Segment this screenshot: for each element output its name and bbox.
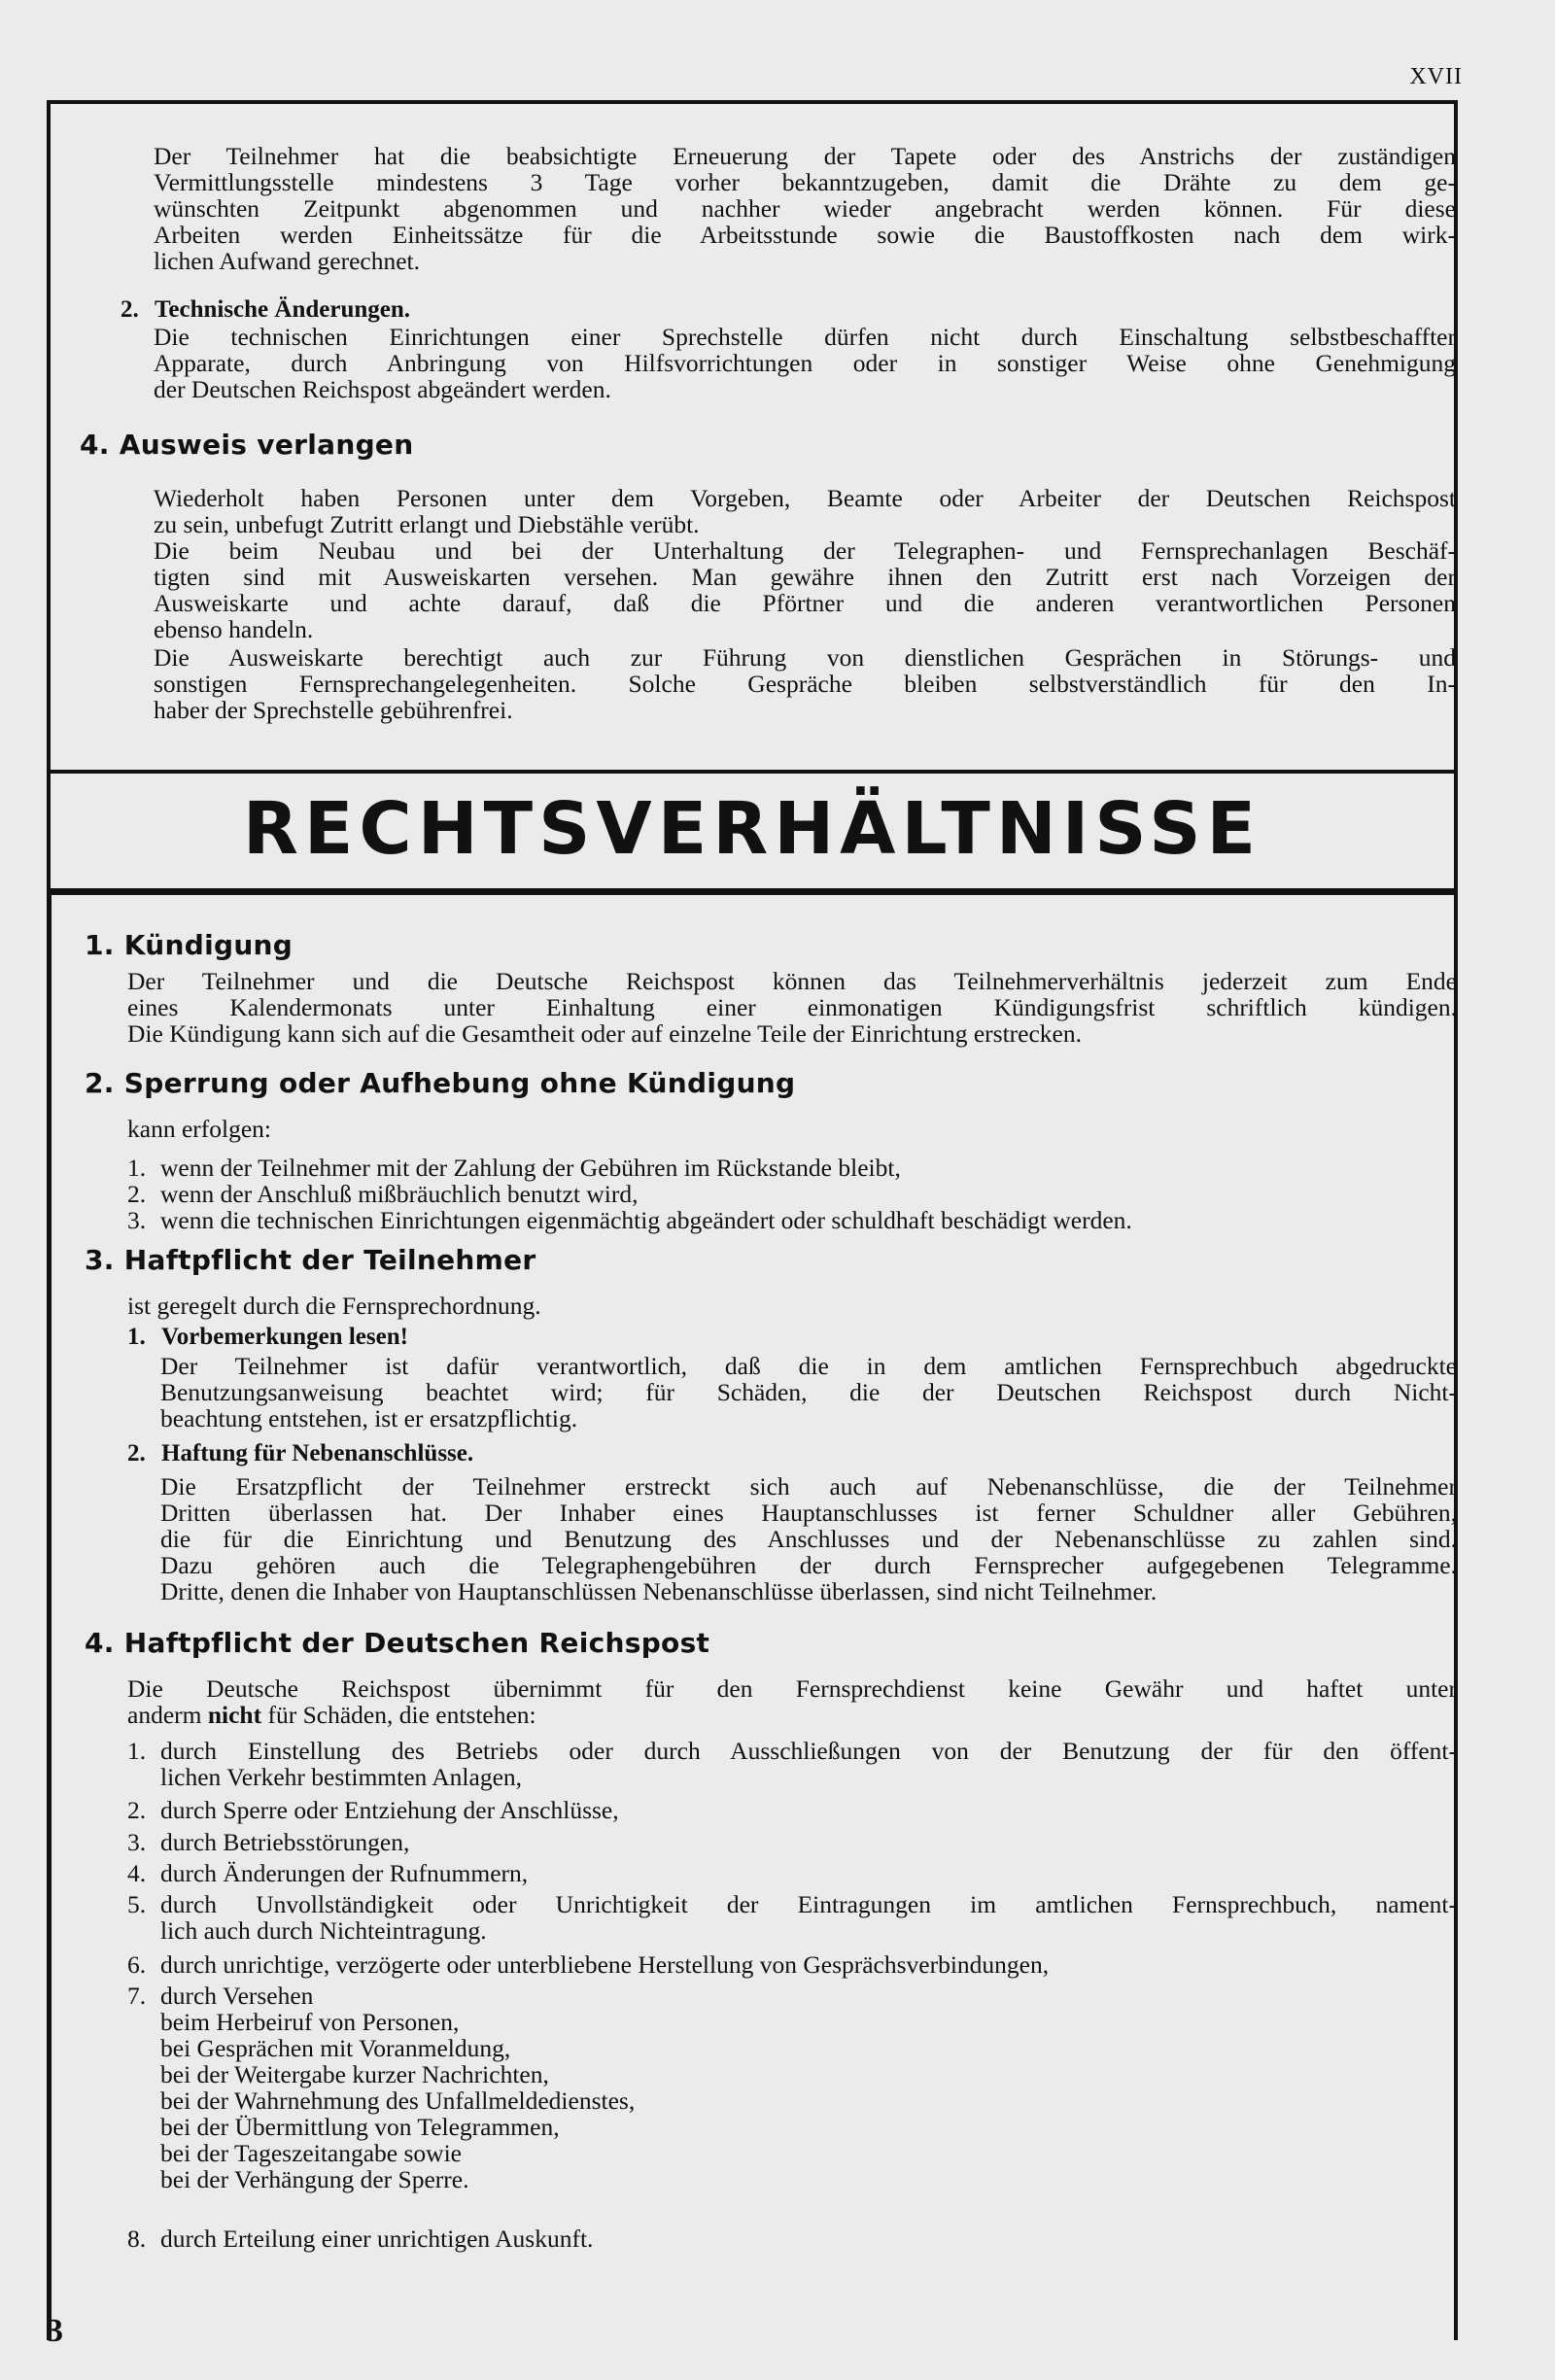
- list-number: 3.: [127, 1206, 147, 1234]
- text-line: durch Versehen: [160, 1982, 314, 2010]
- text-line: durch Einstellung des Betriebs oder durch Ausschließungen von der Benutzung der für den öffent-: [160, 1737, 1457, 1765]
- page-number: XVII: [1409, 64, 1463, 89]
- text-line: bei der Weitergabe kurzer Nachrichten,: [160, 2060, 549, 2088]
- notice-box-top: [47, 100, 1458, 774]
- subsection-2-paragraph: [154, 324, 1456, 402]
- text-line: zu sein, unbefugt Zutritt erlangt und Diebstähle verübt.: [154, 510, 700, 538]
- list-text: wenn die technischen Einrichtungen eigenmächtig abgeändert oder schuldhaft beschädigt werden.: [160, 1206, 1132, 1234]
- list-item: [127, 1797, 1457, 1823]
- text-line: die für die Einrichtung und Benutzung des Anschlusses und der Nebenanschlüsse zu zahlen sind.: [160, 1525, 1457, 1553]
- subsection-2-heading: [121, 296, 410, 323]
- text-line: bei der Wahrnehmung des Unfallmeldedienstes,: [160, 2087, 636, 2115]
- list-number: 2.: [127, 1180, 147, 1208]
- subsection-heading: [127, 1324, 408, 1350]
- text-line: beachtung entstehen, ist er ersatzpflichtig.: [160, 1404, 578, 1432]
- list-text: [160, 1891, 1457, 1944]
- list-item: [127, 1181, 1457, 1207]
- text-line: haber der Sprechstelle gebührenfrei.: [154, 696, 513, 724]
- text-line: Ausweiskarte und achte darauf, daß die Pförtner und die anderen verantwortlichen Personen: [154, 589, 1456, 617]
- text-line: Der Teilnehmer hat die beabsichtigte Erneuerung der Tapete oder des Anstrichs der zuständigen: [154, 142, 1456, 170]
- list-text: wenn der Teilnehmer mit der Zahlung der Gebühren im Rückstande bleibt,: [160, 1154, 901, 1182]
- kuendigung-heading: 1. Kündigung: [85, 929, 294, 961]
- intro-paragraph: [154, 143, 1456, 274]
- text-line: Wiederholt haben Personen unter dem Vorgeben, Beamte oder Arbeiter der Deutschen Reichspost: [154, 484, 1456, 512]
- text-line: bei der Übermittlung von Telegrammen,: [160, 2113, 560, 2141]
- list-item: [127, 1207, 1457, 1233]
- haftpflicht-reichspost-intro: [127, 1675, 1457, 1728]
- list-item: [127, 2225, 1457, 2252]
- list-number: 3.: [127, 1828, 147, 1856]
- list-text: durch unrichtige, verzögerte oder unterbliebene Herstellung von Gesprächsverbindungen,: [160, 1950, 1050, 1979]
- legal-section-box: [47, 892, 1458, 2340]
- text-line: Apparate, durch Anbringung von Hilfsvorrichtungen oder in sonstiger Weise ohne Genehmigung: [154, 349, 1456, 377]
- text-line: tigten sind mit Ausweiskarten versehen. Man gewähre ihnen den Zutritt erst nach Vorzeigen der: [154, 563, 1456, 591]
- text-line: Die Kündigung kann sich auf die Gesamtheit oder auf einzelne Teile der Einrichtung erstrecken.: [127, 1019, 1082, 1048]
- section-4-heading: 4. Ausweis verlangen: [80, 429, 414, 461]
- sperrung-heading: 2. Sperrung oder Aufhebung ohne Kündigung: [85, 1067, 796, 1099]
- text-line: wünschten Zeitpunkt abgenommen und nachher wieder angebracht werden können. Für diese: [154, 194, 1456, 223]
- text-line: Dritte, denen die Inhaber von Hauptanschlüssen Nebenanschlüsse überlassen, sind nicht Teilnehmer.: [160, 1577, 1158, 1605]
- list-number: 2.: [127, 1796, 147, 1824]
- list-text: durch Änderungen der Rufnummern,: [160, 1859, 529, 1887]
- text-line: lichen Aufwand gerechnet.: [154, 247, 421, 275]
- list-number: 1.: [127, 1737, 147, 1765]
- list-item: [127, 1951, 1457, 1978]
- text-line: Der Teilnehmer ist dafür verantwortlich, daß die in dem amtlichen Fernsprechbuch abgedruckte: [160, 1352, 1457, 1380]
- text-line: beim Herbeiruf von Personen,: [160, 2008, 460, 2036]
- list-text: durch Erteilung einer unrichtigen Auskunft.: [160, 2225, 594, 2253]
- text-line: Arbeiten werden Einheitssätze für die Arbeitsstunde sowie die Baustoffkosten nach dem wirk-: [154, 221, 1456, 249]
- title-banner: [47, 774, 1458, 892]
- text-line: Die Ersatzpflicht der Teilnehmer erstreckt sich auch auf Nebenanschlüsse, die der Teilnehmer: [160, 1472, 1457, 1500]
- list-number: 5.: [127, 1890, 147, 1918]
- text-line: Dritten überlassen hat. Der Inhaber eines Hauptanschlusses ist ferner Schuldner aller Gebühren,: [160, 1499, 1457, 1527]
- section-4-paragraph-2: [154, 537, 1456, 642]
- list-text: durch Betriebsstörungen,: [160, 1828, 410, 1856]
- text-line: bei der Verhängung der Sperre.: [160, 2165, 469, 2193]
- edge-mark: 3: [47, 2313, 63, 2349]
- section-4-paragraph-1: [154, 485, 1456, 537]
- list-item: [127, 1983, 1457, 2192]
- list-item: [127, 1829, 1457, 1855]
- banner-title: RECHTSVERHÄLTNISSE: [242, 787, 1262, 871]
- kuendigung-paragraph: [127, 968, 1457, 1047]
- list-item: [127, 1860, 1457, 1886]
- subsection-number: 1.: [127, 1324, 146, 1350]
- text-line: Der Teilnehmer und die Deutsche Reichspost können das Teilnehmerverhältnis jederzeit zum Ende: [127, 967, 1457, 995]
- text-line: ebenso handeln.: [154, 615, 314, 643]
- text-line: eines Kalendermonats unter Einhaltung einer einmonatigen Kündigungsfrist schriftlich kündigen.: [127, 993, 1457, 1021]
- list-text: durch Sperre oder Entziehung der Anschlüsse,: [160, 1796, 619, 1824]
- list-text: [160, 1983, 1457, 2192]
- text-line: Benutzungsanweisung beachtet wird; für Schäden, die der Deutschen Reichspost durch Nicht-: [160, 1378, 1457, 1406]
- vorbemerkungen-paragraph: [160, 1353, 1457, 1431]
- subsection-title: Technische Änderungen.: [155, 296, 411, 323]
- list-text: wenn der Anschluß mißbräuchlich benutzt wird,: [160, 1180, 639, 1208]
- subsection-number: 2.: [127, 1440, 146, 1466]
- text-line: Dazu gehören auch die Telegraphengebühren der durch Fernsprecher aufgegebenen Telegramme.: [160, 1551, 1457, 1579]
- haftpflicht-teilnehmer-heading: 3. Haftpflicht der Teilnehmer: [85, 1244, 536, 1276]
- text-line: der Deutschen Reichspost abgeändert werden.: [154, 375, 611, 403]
- list-number: 8.: [127, 2225, 147, 2253]
- text-line: lichen Verkehr bestimmten Anlagen,: [160, 1763, 523, 1791]
- text-line: Die Deutsche Reichspost übernimmt für den Fernsprechdienst keine Gewähr und haftet unter: [127, 1674, 1457, 1703]
- list-item: [127, 1155, 1457, 1181]
- text-fragment: für Schäden, die entstehen:: [261, 1701, 536, 1729]
- list-item: [127, 1738, 1457, 1790]
- haftpflicht-teilnehmer-intro: ist geregelt durch die Fernsprechordnung.: [127, 1292, 541, 1320]
- text-line: sonstigen Fernsprechangelegenheiten. Solche Gespräche bleiben selbstverständlich für den In-: [154, 670, 1456, 698]
- subsection-title: Haftung für Nebenanschlüsse.: [161, 1440, 474, 1466]
- text-line: bei der Tageszeitangabe sowie: [160, 2139, 462, 2167]
- section-4-paragraph-3: [154, 644, 1456, 723]
- list-number: 7.: [127, 1982, 147, 2010]
- emphasis-nicht: nicht: [207, 1701, 262, 1729]
- list-item: [127, 1891, 1457, 1944]
- subsection-heading: [127, 1440, 473, 1466]
- text-line: bei Gesprächen mit Voranmeldung,: [160, 2034, 511, 2062]
- list-number: 4.: [127, 1859, 147, 1887]
- subsection-title: Vorbemerkungen lesen!: [161, 1324, 408, 1350]
- sperrung-intro: kann erfolgen:: [127, 1115, 271, 1143]
- nebenanschluesse-paragraph: [160, 1473, 1457, 1604]
- text-line: Die technischen Einrichtungen einer Sprechstelle dürfen nicht durch Einschaltung selbstbeschaffter: [154, 323, 1456, 351]
- haftpflicht-reichspost-heading: 4. Haftpflicht der Deutschen Reichspost: [85, 1627, 710, 1659]
- text-line: [127, 1702, 1457, 1728]
- text-line: Die beim Neubau und bei der Unterhaltung der Telegraphen- und Fernsprechanlagen Beschäf-: [154, 536, 1456, 565]
- text-line: durch Unvollständigkeit oder Unrichtigkeit der Eintragungen im amtlichen Fernsprechbuch, nament-: [160, 1890, 1457, 1918]
- text-line: lich auch durch Nichteintragung.: [160, 1916, 487, 1945]
- text-fragment: anderm: [127, 1701, 208, 1729]
- subsection-number: 2.: [121, 296, 139, 323]
- list-number: 1.: [127, 1154, 147, 1182]
- text-line: Vermittlungsstelle mindestens 3 Tage vorher bekanntzugeben, damit die Drähte zu dem ge-: [154, 168, 1456, 196]
- text-line: Die Ausweiskarte berechtigt auch zur Führung von dienstlichen Gesprächen in Störungs- und: [154, 643, 1456, 672]
- list-text: [160, 1738, 1457, 1790]
- list-number: 6.: [127, 1950, 147, 1979]
